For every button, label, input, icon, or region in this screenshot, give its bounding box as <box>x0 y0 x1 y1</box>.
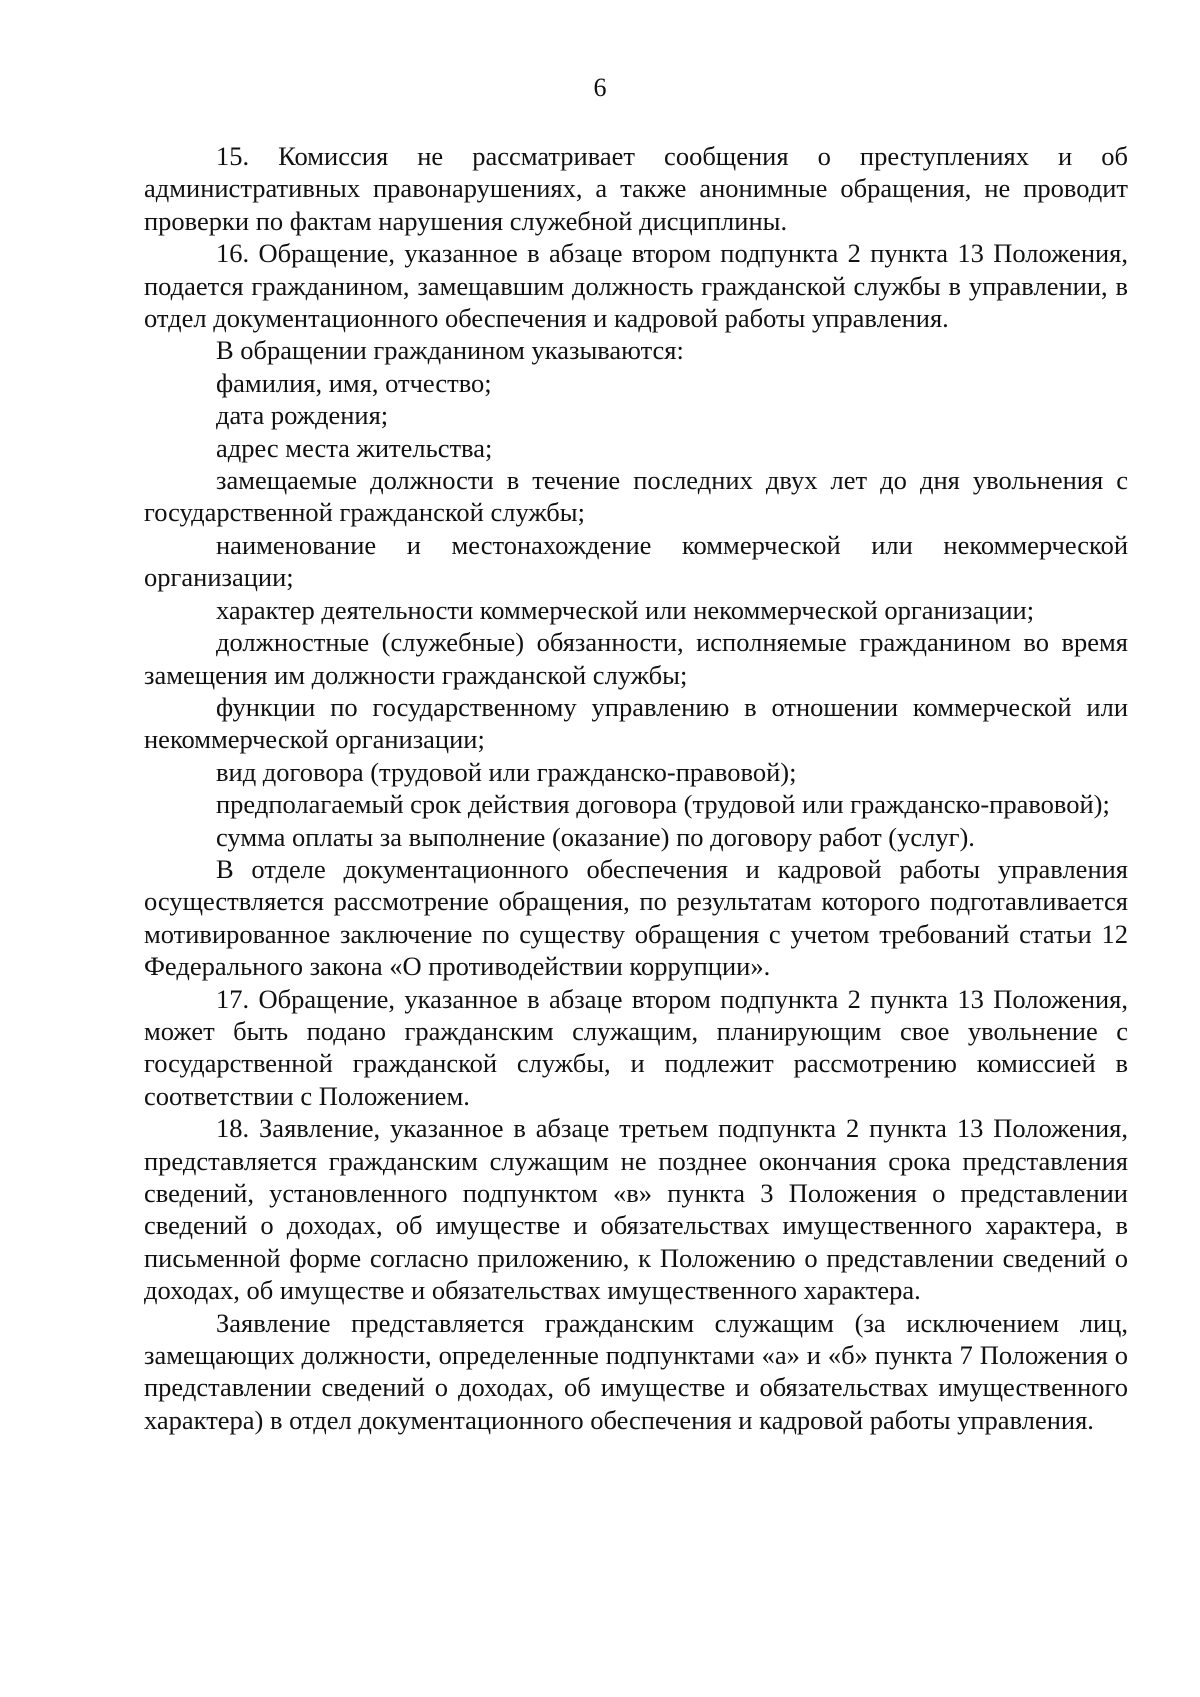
list-item-address: адрес места жительства; <box>216 432 493 463</box>
paragraph-17: 17. Обращение, указанное в абзаце втором подпункта 2 пункта 13 Положения, может быть подано гражданским служащим, планирующим свое увольнение с государственной гражданской службы, и подлежит рассмотрению комиссией в соответствии с Положением. <box>144 983 1128 1111</box>
paragraph-15: 15. Комиссия не рассматривает сообщения о преступлениях и об административных правонарушениях, а также анонимные обращения, не проводит проверки по фактам нарушения служебной дисциплины. <box>144 141 1128 236</box>
list-item-activity: характер деятельности коммерческой или некоммерческой организации; <box>216 594 1035 625</box>
paragraph-16: 16. Обращение, указанное в абзаце втором подпункта 2 пункта 13 Положения, подается гражданином, замещавшим должность гражданской службы в управлении, в отдел документационного обеспечения и кадровой работы управления. <box>144 238 1128 334</box>
list-item-positions: замещаемые должности в течение последних двух лет до дня увольнения с государственной гражданской службы; <box>144 465 1128 528</box>
paragraph-list-intro: В обращении гражданином указываются: <box>216 335 684 366</box>
list-item-payment: сумма оплаты за выполнение (оказание) по договору работ (услуг). <box>216 821 975 852</box>
list-item-contract-term: предполагаемый срок действия договора (трудовой или гражданско-правовой); <box>216 789 1110 820</box>
list-item-duties: должностные (служебные) обязанности, исполняемые гражданином во время замещения им должности гражданской службы; <box>144 627 1128 690</box>
list-item-organization: наименование и местонахождение коммерческой или некоммерческой организации; <box>144 529 1128 593</box>
paragraph-statement: Заявление представляется гражданским служащим (за исключением лиц, замещающих должности, определенные подпунктами «а» и «б» пункта 7 Положения о представлении сведений о доходах, об имуществе и обязательствах имущественного характера) в отдел документационного обеспечения и кадровой работы управления. <box>144 1307 1128 1435</box>
list-item-fio: фамилия, имя, отчество; <box>216 367 492 398</box>
list-item-birth-date: дата рождения; <box>216 400 389 431</box>
document-body <box>144 140 1128 1436</box>
list-item-contract-type: вид договора (трудовой или гражданско-правовой); <box>216 756 797 787</box>
paragraph-18: 18. Заявление, указанное в абзаце третьем подпункта 2 пункта 13 Положения, представляется гражданским служащим не позднее окончания срока представления сведений, установленного подпунктом «в» пункта 3 Положения о представлении сведений о доходах, об имуществе и обязательствах имущественного характера, в письменной форме согласно приложению, к Положению о представлении сведений о доходах, об имуществе и обязательствах имущественного характера. <box>144 1113 1128 1306</box>
list-item-functions: функции по государственному управлению в отношении коммерческой или некоммерческой организации; <box>144 691 1128 755</box>
page-number: 6 <box>593 73 607 102</box>
paragraph-review: В отделе документационного обеспечения и кадровой работы управления осуществляется рассмотрение обращения, по результатам которого подготавливается мотивированное заключение по существу обращения с учетом требований статьи 12 Федерального закона «О противодействии коррупции». <box>144 853 1128 982</box>
